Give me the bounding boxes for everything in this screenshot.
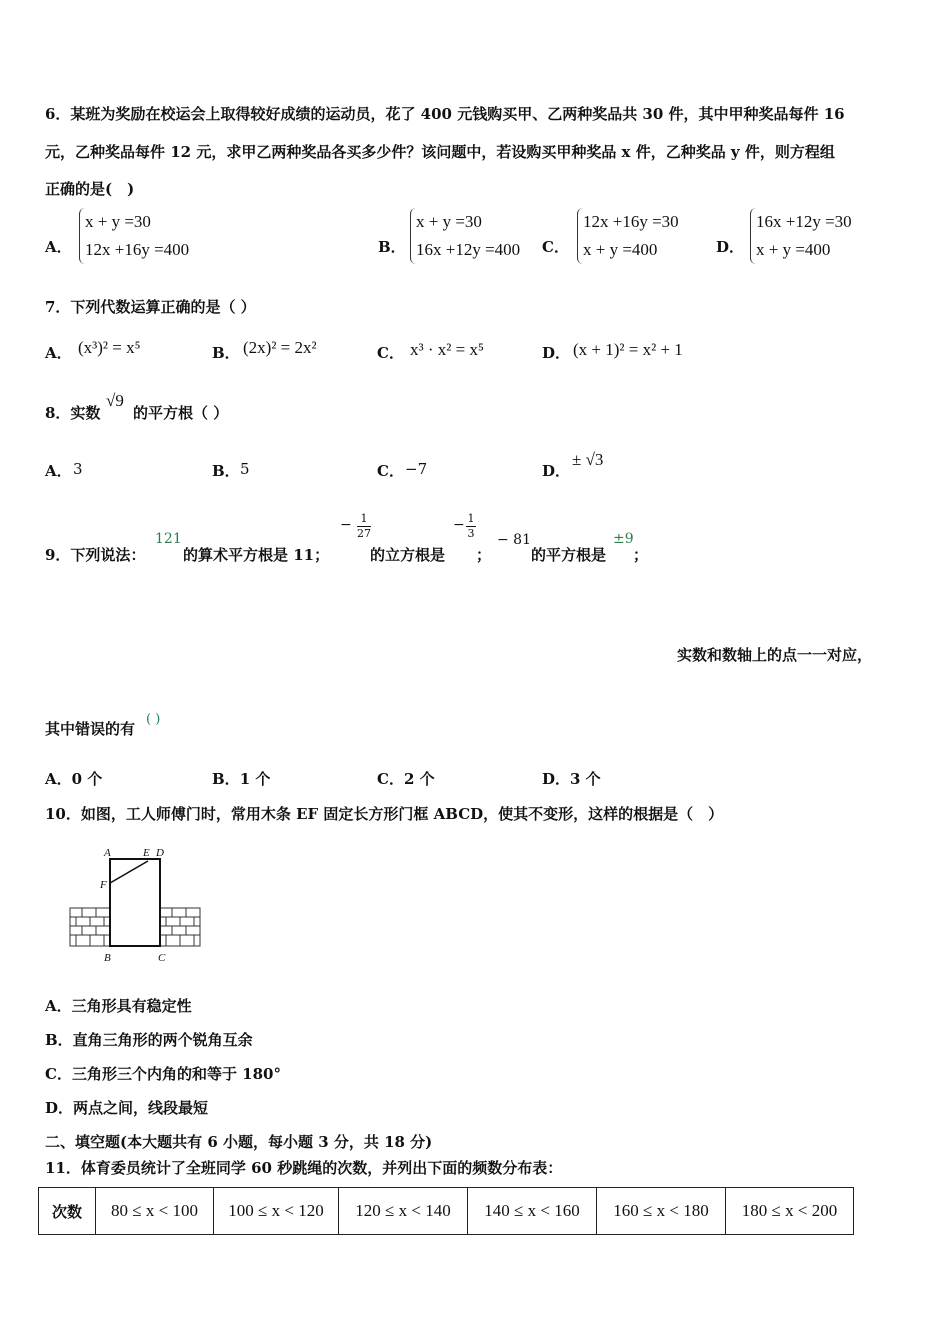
q9-text-2: 的立方根是: [370, 546, 446, 564]
q9-line2: 实数和数轴上的点一一对应，: [677, 646, 873, 664]
q6-stem-line1: 6．某班为奖励在校运会上取得较好成绩的运动员，花了 400 元钱购买甲、乙两种奖品共 30 件，其中甲种奖品每件 16: [45, 105, 845, 123]
door-frame-figure: [64, 842, 206, 968]
q11-stem: 11．体育委员统计了全班同学 60 秒跳绳的次数，并列出下面的频数分布表：: [45, 1159, 563, 1177]
q6-option-a-eq2: 12x +16y =400: [85, 240, 190, 259]
table-cell: 120 ≤ x < 140: [339, 1188, 468, 1235]
section-2-heading: 二、填空题(本大题共有 6 小题，每小题 3 分，共 18 分): [45, 1133, 433, 1151]
q9-semicolon-1: ；: [476, 546, 492, 564]
q7-option-b-expr: (2x)² = 2x²: [243, 338, 317, 357]
left-brick-wall: [70, 908, 110, 946]
q9-fraction-2-numerator: 1: [467, 512, 475, 525]
q9-prefix: 9．下列说法：: [45, 546, 146, 564]
right-brick-wall: [160, 908, 200, 946]
label-c: C: [158, 952, 166, 964]
q6-option-b-eq2: 16x +12y =400: [416, 240, 521, 259]
q9-fraction-2-denominator: 3: [467, 527, 475, 540]
q9-plus-minus-9: ±9: [613, 531, 634, 547]
q10-stem: 10．如图，工人师傅门时，常用木条 EF 固定长方形门框 ABCD，使其不变形，这样的根据是（ ）: [45, 805, 724, 823]
q9-semicolon-2: ；: [633, 546, 649, 564]
q9-option-b-label: B．: [212, 770, 240, 788]
q9-option-d: [542, 768, 601, 789]
q7-option-c-label: C．: [377, 344, 404, 362]
q7-option-c-expr: x³ · x² = x⁵: [410, 340, 484, 359]
label-d: D: [156, 847, 164, 859]
q9-text-3: 的平方根是: [531, 546, 607, 564]
q6-stem-line2: 元，乙种奖品每件 12 元，求甲乙两种奖品各买多少件？该问题中，若设购买甲种奖品 x 件，乙种奖品 y 件，则方程组: [45, 143, 835, 161]
q6-option-a-label: A．: [45, 238, 72, 256]
q6-option-c-system: [577, 208, 679, 264]
q9-minus-1: −: [340, 517, 352, 533]
q7-option-a-label: A．: [45, 344, 72, 362]
q8-option-c-value: −7: [405, 460, 428, 478]
q9-option-d-value: 3 个: [570, 770, 601, 788]
q8-option-b-label: B．: [212, 462, 240, 480]
q8-radical: √9: [106, 391, 124, 410]
q8-option-c-label: C．: [377, 462, 404, 480]
q9-option-a-label: A．: [45, 770, 72, 788]
table-cell: 180 ≤ x < 200: [726, 1188, 854, 1235]
q7-option-b-label: B．: [212, 344, 240, 362]
q9-fraction-1: [357, 512, 371, 541]
q10-option-c: C．三角形三个内角的和等于 180°: [45, 1065, 281, 1083]
table-cell: 140 ≤ x < 160: [468, 1188, 597, 1235]
q7-option-d-label: D．: [542, 344, 571, 362]
q9-number-121: 121: [155, 531, 182, 547]
q6-option-d-eq1: 16x +12y =30: [756, 212, 852, 231]
frequency-table: [38, 1187, 854, 1235]
q10-option-a: A．三角形具有稳定性: [45, 997, 192, 1015]
label-e: E: [143, 847, 150, 859]
q9-fraction-1-numerator: 1: [357, 512, 371, 527]
q6-option-d-label: D．: [716, 238, 745, 256]
q7-stem: 7．下列代数运算正确的是（ ）: [45, 298, 256, 316]
q6-option-a-eq1: x + y =30: [85, 212, 151, 231]
q9-option-c-value: 2 个: [403, 770, 435, 788]
q9-minus-2: −: [453, 517, 465, 533]
q8-option-a-value: 3: [73, 460, 83, 478]
q9-paren: ( ): [146, 712, 161, 727]
table-cell: 80 ≤ x < 100: [96, 1188, 214, 1235]
q9-neg-81: − 81: [497, 532, 531, 548]
label-f: F: [100, 879, 107, 891]
q6-stem-line3: 正确的是( ): [45, 180, 135, 198]
q8-stem-after: 的平方根（ ）: [133, 404, 229, 422]
q9-option-c-label: C．: [377, 770, 404, 788]
door-frame-rectangle: [110, 859, 160, 946]
q9-option-d-label: D．: [542, 770, 571, 788]
q8-option-a-label: A．: [45, 462, 72, 480]
q9-fraction-1-denominator: 27: [357, 527, 371, 540]
q8-stem-before: 8．实数: [45, 404, 101, 422]
q8-option-d-value: ± √3: [572, 450, 604, 469]
label-a: A: [104, 847, 111, 859]
q9-option-b-value: 1 个: [239, 770, 271, 788]
q10-option-b: B．直角三角形的两个锐角互余: [45, 1031, 253, 1049]
q6-option-b-system: [410, 208, 520, 264]
q6-option-b-label: B．: [378, 238, 406, 256]
table-cell: 100 ≤ x < 120: [214, 1188, 339, 1235]
q9-option-c: [377, 768, 435, 789]
q9-option-b: [212, 768, 270, 789]
q8-option-d-label: D．: [542, 462, 571, 480]
label-b: B: [104, 952, 111, 964]
q9-option-a: [45, 768, 102, 789]
q6-option-b-eq1: x + y =30: [416, 212, 482, 231]
q7-option-d-expr: (x + 1)² = x² + 1: [573, 340, 683, 359]
q6-option-c-eq2: x + y =400: [583, 240, 658, 259]
q6-option-d-eq2: x + y =400: [756, 240, 831, 259]
q9-option-a-value: 0 个: [71, 770, 103, 788]
table-row: [39, 1188, 854, 1235]
q10-option-d: D．两点之间，线段最短: [45, 1099, 209, 1117]
q7-option-a-expr: (x³)² = x⁵: [78, 338, 141, 357]
q9-fraction-2: [466, 512, 476, 541]
q9-line3: 其中错误的有: [45, 720, 136, 738]
q6-option-c-eq1: 12x +16y =30: [583, 212, 679, 231]
q9-text-1: 的算术平方根是 11；: [183, 546, 330, 564]
q8-option-b-value: 5: [240, 460, 250, 478]
table-header-cell: 次数: [39, 1188, 96, 1235]
table-cell: 160 ≤ x < 180: [597, 1188, 726, 1235]
q6-option-a-system: [79, 208, 189, 264]
q6-option-c-label: C．: [542, 238, 569, 256]
q6-option-d-system: [750, 208, 852, 264]
